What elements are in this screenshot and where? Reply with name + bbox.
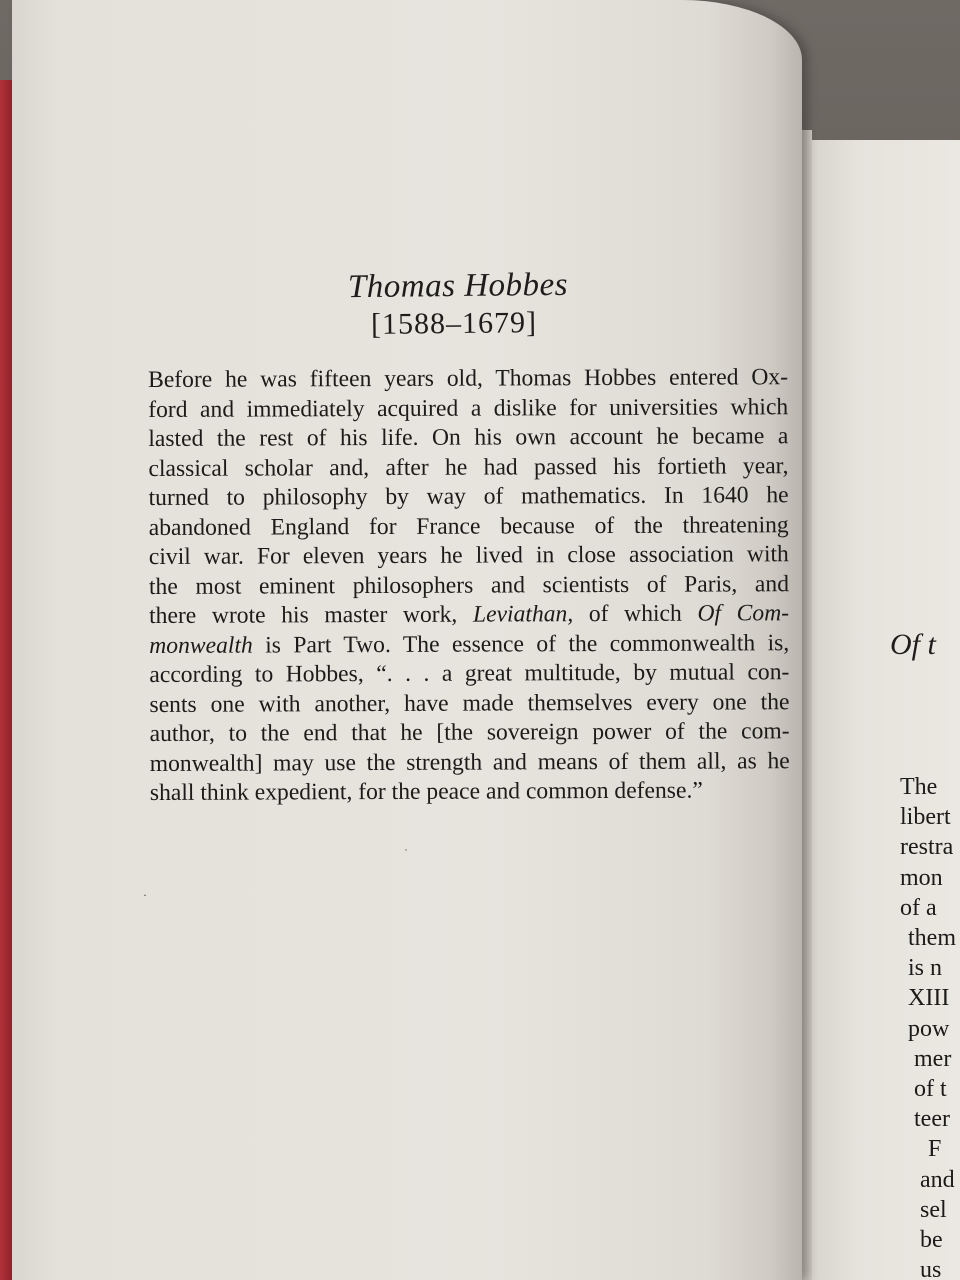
paper-speck: · <box>143 888 147 902</box>
text-line <box>149 481 789 513</box>
italic-text: Leviathan, <box>472 601 574 628</box>
text-line <box>149 658 789 690</box>
right-page-line: them <box>908 925 956 952</box>
italic-text: monwealth <box>149 632 253 659</box>
right-page-line: XIII <box>908 985 950 1012</box>
text-line <box>148 452 788 484</box>
text-segment: civil war. For eleven years he lived in close association with <box>148 541 789 570</box>
text-segment: monwealth] may use the strength and means of them all, as he <box>149 747 790 777</box>
right-page-line: libert <box>900 804 951 831</box>
text-line <box>149 540 789 572</box>
right-page-line: of t <box>914 1076 947 1103</box>
text-segment: there wrote his master work, <box>149 601 474 629</box>
text-segment: of which <box>573 600 698 628</box>
text-segment: ford and immediately acquired a dislike for universities which <box>148 393 789 423</box>
text-segment: author, to the end that he [the sovereign power of the com- <box>149 718 790 747</box>
right-page-line: sel <box>920 1196 947 1223</box>
right-page-line: pow <box>908 1015 950 1042</box>
life-dates: [1588–1679] <box>370 306 538 341</box>
right-page-line: of a <box>900 894 937 921</box>
right-page-line: is n <box>908 955 943 982</box>
paper-speck: ˙ <box>404 846 408 860</box>
text-segment: abandoned England for France because of the threatening <box>148 511 789 541</box>
text-segment: sents one with another, have made themselves every one the <box>149 688 790 718</box>
text-line <box>150 776 790 808</box>
text-segment: is Part Two. The essence of the commonwealth is, <box>252 629 790 659</box>
italic-text: Of Com- <box>697 600 790 627</box>
text-line <box>150 717 790 749</box>
text-line <box>148 422 788 454</box>
text-segment: shall think expedient, for the peace and common defense.” <box>149 777 703 806</box>
text-segment: Before he was fifteen years old, Thomas Hobbes entered Ox- <box>148 364 789 393</box>
text-line <box>149 570 789 602</box>
text-line <box>150 747 790 779</box>
right-page-line: The <box>900 774 938 800</box>
text-line <box>149 688 789 720</box>
right-page-line: us <box>920 1257 942 1280</box>
right-page-line: F <box>928 1136 942 1163</box>
biography-paragraph <box>148 363 810 808</box>
page-title: Thomas Hobbes <box>347 266 569 306</box>
text-segment: the most eminent philosophers and scientists of Paris, and <box>148 570 790 600</box>
right-page-line: mer <box>914 1045 952 1072</box>
right-page-line: mon <box>900 864 943 891</box>
text-line <box>149 629 789 661</box>
text-line <box>148 363 788 395</box>
right-page-heading: Of t <box>890 628 936 661</box>
text-segment: lasted the rest of his life. On his own account he became a <box>148 423 789 452</box>
text-segment: turned to philosophy by way of mathematics. In 1640 he <box>148 482 789 511</box>
text-line <box>149 511 789 543</box>
right-page-line: teer <box>914 1106 950 1133</box>
text-line <box>149 599 789 631</box>
text-segment: according to Hobbes, “. . . a great multitude, by mutual con- <box>149 659 790 688</box>
text-line <box>148 393 788 425</box>
right-page-line: and <box>920 1166 955 1193</box>
right-page-text <box>900 772 956 1280</box>
right-page-line: restra <box>900 834 954 861</box>
text-segment: classical scholar and, after he had passed his fortieth year, <box>148 452 789 482</box>
right-page-line: be <box>920 1227 943 1254</box>
